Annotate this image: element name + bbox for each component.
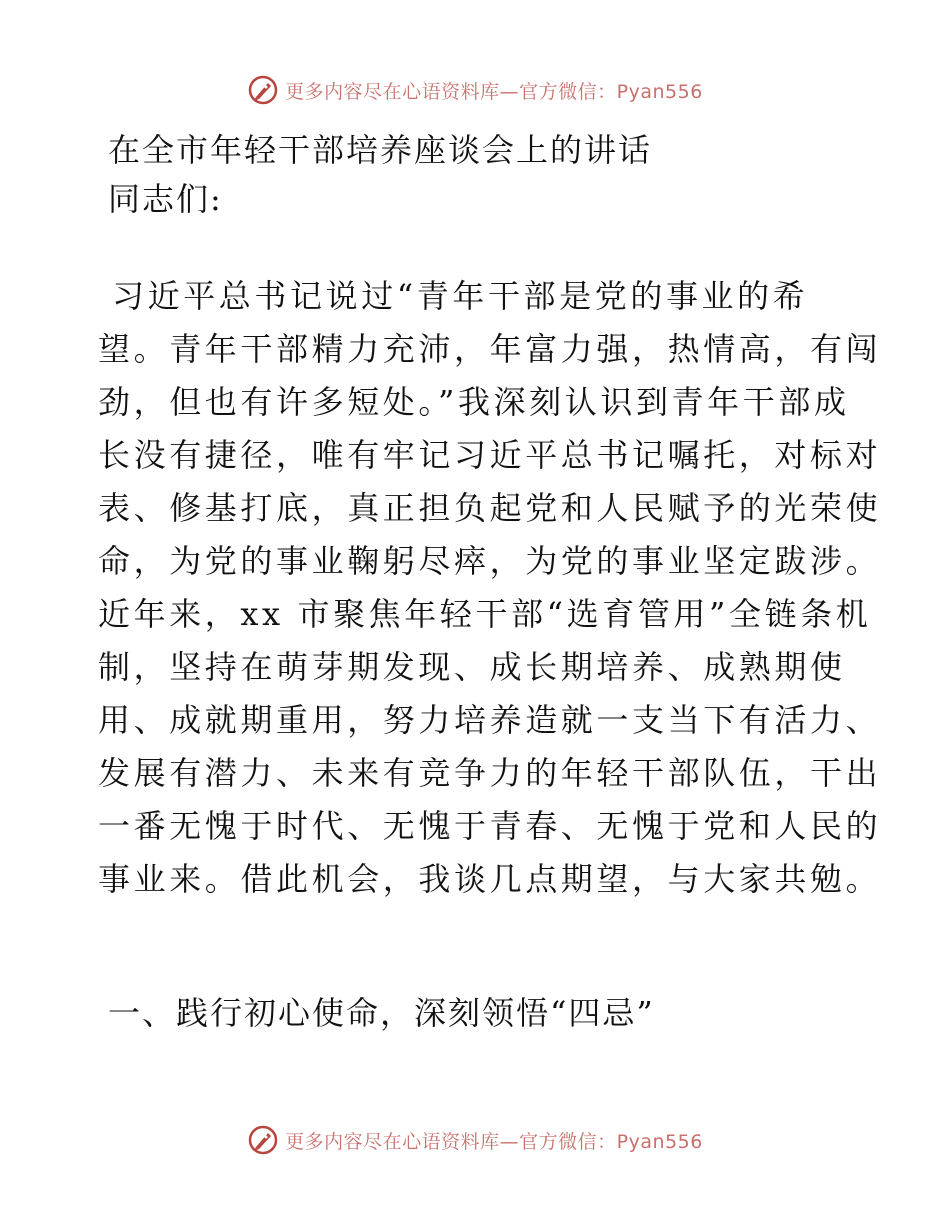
document-title: 在全市年轻干部培养座谈会上的讲话 xyxy=(108,131,653,169)
paragraph-line: 长没有捷径，唯有牢记习近平总书记嘱托，对标对 xyxy=(98,436,882,474)
paragraph-line: 用、成就期重用，努力培养造就一支当下有活力、 xyxy=(98,701,882,739)
paragraph-line: 发展有潜力、未来有竞争力的年轻干部队伍，干出 xyxy=(98,754,882,792)
banner-text xyxy=(285,1127,703,1154)
body-paragraph xyxy=(98,270,882,906)
paragraph-line: 表、修基打底，真正担负起党和人民赋予的光荣使 xyxy=(98,489,882,527)
banner-site-name: 更多内容尽在心语资料库 xyxy=(285,1130,500,1153)
paragraph-line: 事业来。借此机会，我谈几点期望，与大家共勉。 xyxy=(98,860,882,898)
footer-banner xyxy=(0,1120,950,1160)
paragraph-line: 望。青年干部精力充沛，年富力强，热情高，有闯 xyxy=(98,330,882,368)
section-heading: 一、践行初心使命，深刻领悟“四忌” xyxy=(108,994,655,1032)
paragraph-line: 劲，但也有许多短处。”我深刻认识到青年干部成 xyxy=(98,383,850,421)
banner-site-name: 更多内容尽在心语资料库 xyxy=(285,80,500,103)
greeting: 同志们: xyxy=(108,180,223,218)
banner-separator: — xyxy=(499,80,520,103)
pen-nib-logo-icon xyxy=(247,74,279,106)
paragraph-line: 一番无愧于时代、无愧于青春、无愧于党和人民的 xyxy=(98,807,882,845)
paragraph-line: 制，坚持在萌芽期发现、成长期培养、成熟期使 xyxy=(98,648,846,686)
header-banner xyxy=(0,70,950,110)
paragraph-line: 命，为党的事业鞠躬尽瘁，为党的事业坚定跋涉。 xyxy=(98,542,882,580)
banner-wechat: 官方微信：Pyan556 xyxy=(519,80,703,103)
paragraph-line: 近年来，xx 市聚焦年轻干部“选育管用”全链条机 xyxy=(98,595,872,633)
banner-separator: — xyxy=(499,1130,520,1153)
paragraph-line: 习近平总书记说过“青年干部是党的事业的希 xyxy=(112,277,809,315)
pen-nib-logo-icon xyxy=(247,1124,279,1156)
banner-text xyxy=(285,77,703,104)
banner-wechat: 官方微信：Pyan556 xyxy=(519,1130,703,1153)
